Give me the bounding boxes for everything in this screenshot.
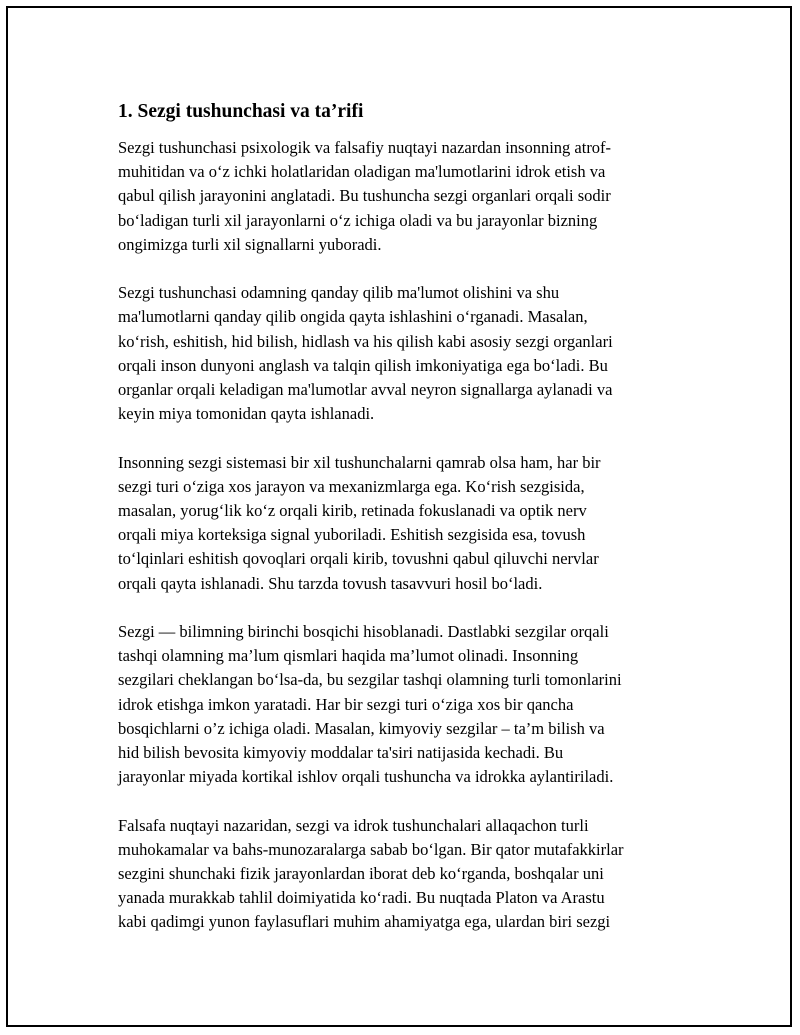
paragraph-line: orqali inson dunyoni anglash va talqin qilish imkoniyatiga ega bo‘ladi. Bu xyxy=(118,355,608,375)
paragraph-line: Sezgi tushunchasi odamning qanday qilib ma'lumot olishini va shu xyxy=(118,283,560,303)
paragraph-line: Insonning sezgi sistemasi bir xil tushunchalarni qamrab olsa ham, har bir xyxy=(118,452,601,472)
paragraph-line: kabi qadimgi yunon faylasuflari muhim ahamiyatga ega, ulardan biri sezgi xyxy=(118,912,611,932)
paragraph-line: sezgilari cheklangan bo‘lsa-da, bu sezgilar tashqi olamning turli tomonlarini xyxy=(118,670,622,690)
body-paragraph xyxy=(118,814,688,935)
paragraph-line: sezgini shunchaki fizik jarayonlardan iborat deb ko‘rganda, boshqalar uni xyxy=(118,864,604,884)
body-paragraph xyxy=(118,451,688,596)
paragraph-line: bo‘ladigan turli xil jarayonlarni o‘z ichiga oladi va bu jarayonlar bizning xyxy=(118,210,598,230)
paragraph-line: yanada murakkab tahlil doimiyatida ko‘radi. Bu nuqtada Platon va Arastu xyxy=(118,888,605,908)
paragraph-line: muhokamalar va bahs-munozaralarga sabab bo‘lgan. Bir qator mutafakkirlar xyxy=(118,839,624,859)
body-paragraph xyxy=(118,620,688,789)
paragraph-line: Sezgi — bilimning birinchi bosqichi hisoblanadi. Dastlabki sezgilar orqali xyxy=(118,622,609,642)
paragraph-line: ma'lumotlarni qanday qilib ongida qayta ishlashini o‘rganadi. Masalan, xyxy=(118,307,588,327)
paragraph-line: organlar orqali keladigan ma'lumotlar avval neyron signallarga aylanadi va xyxy=(118,380,613,400)
section-heading: 1. Sezgi tushunchasi va ta’rifi xyxy=(118,101,364,122)
paragraph-line: ongimizga turli xil signallarni yuboradi. xyxy=(118,234,382,254)
paragraph-line: masalan, yorug‘lik ko‘z orqali kirib, retinada fokuslanadi va optik nerv xyxy=(118,501,587,521)
paragraph-line: idrok etishga imkon yaratadi. Har bir sezgi turi o‘ziga xos bir qancha xyxy=(118,694,574,714)
page-frame xyxy=(6,6,792,1027)
paragraph-line: bosqichlarni o’z ichiga oladi. Masalan, kimyoviy sezgilar – ta’m bilish va xyxy=(118,718,605,738)
paragraph-line: jarayonlar miyada kortikal ishlov orqali tushuncha va idrokka aylantiriladi. xyxy=(118,767,614,787)
paragraph-line: keyin miya tomonidan qayta ishlanadi. xyxy=(118,404,375,424)
paragraph-line: orqali miya korteksiga signal yuboriladi. Eshitish sezgisida esa, tovush xyxy=(118,525,586,545)
paragraph-list xyxy=(118,136,688,935)
document-body xyxy=(118,98,688,959)
body-paragraph xyxy=(118,136,688,257)
paragraph-line: hid bilish bevosita kimyoviy moddalar ta'siri natijasida kechadi. Bu xyxy=(118,743,564,763)
paragraph-line: tashqi olamning ma’lum qismlari haqida ma’lumot olinadi. Insonning xyxy=(118,646,579,666)
paragraph-line: muhitidan va o‘z ichki holatlaridan oladigan ma'lumotlarini idrok etish va xyxy=(118,162,606,182)
paragraph-line: Falsafa nuqtayi nazaridan, sezgi va idrok tushunchalari allaqachon turli xyxy=(118,815,589,835)
body-paragraph xyxy=(118,281,688,426)
paragraph-line: orqali qayta ishlanadi. Shu tarzda tovush tasavvuri hosil bo‘ladi. xyxy=(118,573,543,593)
paragraph-line: to‘lqinlari eshitish qovoqlari orqali kirib, tovushni qabul qiluvchi nervlar xyxy=(118,549,599,569)
paragraph-line: ko‘rish, eshitish, hid bilish, hidlash va his qilish kabi asosiy sezgi organlari xyxy=(118,331,613,351)
paragraph-line: Sezgi tushunchasi psixologik va falsafiy nuqtayi nazardan insonning atrof- xyxy=(118,138,612,157)
paragraph-line: qabul qilish jarayonini anglatadi. Bu tushuncha sezgi organlari orqali sodir xyxy=(118,186,611,206)
paragraph-line: sezgi turi o‘ziga xos jarayon va mexanizmlarga ega. Ko‘rish sezgisida, xyxy=(118,476,585,496)
